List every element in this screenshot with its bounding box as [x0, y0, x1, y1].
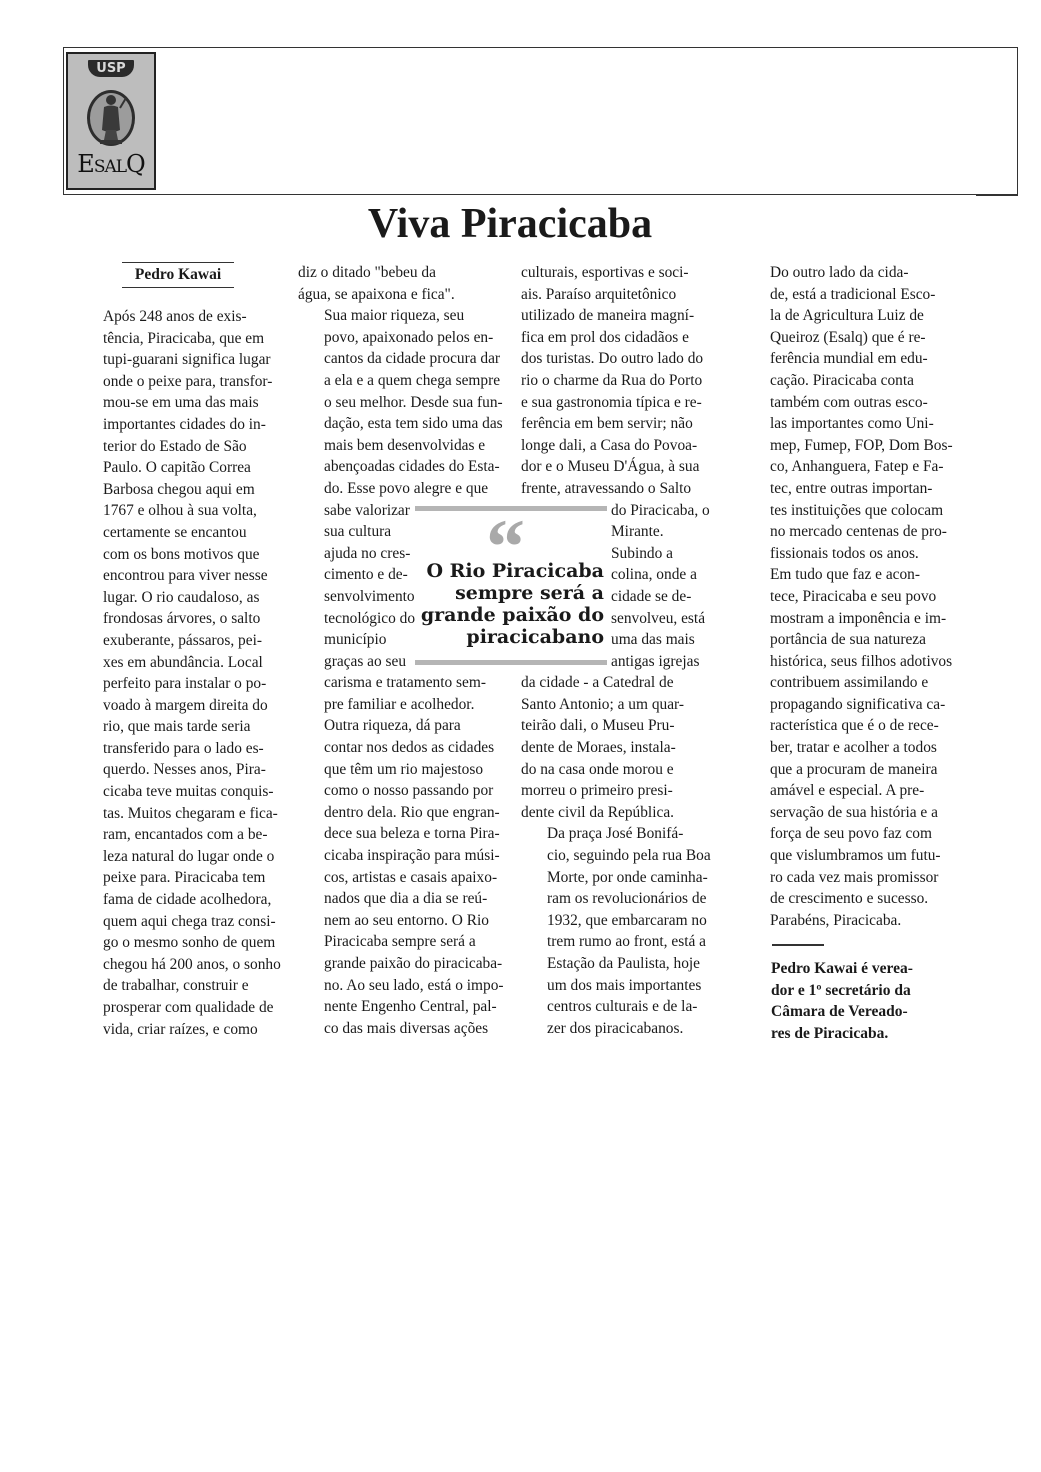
text-line: ram, encantados com a be-	[103, 826, 268, 844]
text-line: mep, Fumep, FOP, Dom Bos-	[770, 436, 953, 454]
text-line: mostram a imponência e im-	[770, 609, 947, 627]
text-line: de trabalhar, construir e	[103, 977, 249, 995]
text-line: ferência em bem servir; não	[521, 415, 693, 433]
text-line: contar nos dedos as cidades	[324, 739, 495, 757]
text-line: Subindo a	[611, 544, 673, 562]
text-line: zer dos piracicabanos.	[547, 1019, 684, 1037]
text-line: vida, criar raízes, e como	[103, 1020, 258, 1038]
text-line: nados que dia a dia se reú-	[324, 890, 488, 908]
text-line: encontrou para viver nesse	[103, 567, 268, 585]
text-line: teirão dali, o Museu Pru-	[521, 717, 675, 735]
text-line: onde o peixe para, transfor-	[103, 372, 273, 390]
paragraph-col3a	[521, 262, 724, 500]
text-line: Barbosa chegou aqui em	[103, 480, 255, 498]
text-line: dece sua beleza e torna Pira-	[324, 825, 500, 843]
text-line: exuberante, pássaros, pei-	[103, 631, 262, 649]
text-line: longe dali, a Casa do Povoa-	[521, 436, 698, 454]
text-line: 1767 e olhou à sua volta,	[103, 502, 257, 520]
text-line: colina, onde a	[611, 566, 697, 584]
text-line: Parabéns, Piracicaba.	[770, 911, 902, 929]
text-line: ferência mundial em edu-	[770, 350, 928, 368]
esalq-logo	[66, 52, 156, 190]
text-line: que vislumbramos um futu-	[770, 847, 941, 865]
text-line: quem aqui chega traz consi-	[103, 912, 276, 930]
text-line: do. Esse povo alegre e que	[324, 479, 489, 497]
esalq-logo-text: ESALQ	[77, 150, 145, 178]
text-line: cação. Piracicaba conta	[770, 371, 914, 389]
text-line: culturais, esportivas e soci-	[521, 264, 689, 281]
text-line: um dos mais importantes	[547, 976, 702, 994]
text-line: no mercado centenas de pro-	[770, 523, 947, 541]
text-line: transferido para o lado es-	[103, 739, 264, 757]
paragraph-col4b	[744, 564, 953, 931]
text-line: Sua maior riqueza, seu	[324, 307, 465, 325]
text-line: leza natural do lugar onde o	[103, 847, 275, 865]
column-2	[298, 262, 504, 1039]
pullquote: O Rio Piracicaba sempre será a grande paixão do piracicabano	[420, 560, 604, 648]
text-line: tas. Muitos chegaram e fica-	[103, 804, 278, 822]
text-line: fissionais todos os anos.	[770, 544, 919, 562]
text-line: tece, Piracicaba e seu povo	[770, 587, 937, 605]
text-line: Paulo. O capitão Correa	[103, 459, 251, 477]
text-line: dente civil da República.	[521, 803, 674, 821]
text-line: ber, tratar e acolher a todos	[770, 739, 937, 757]
text-line: Da praça José Bonifá-	[547, 825, 684, 843]
text-line: nente Engenho Central, pal-	[324, 998, 497, 1016]
article-title: Viva Piracicaba	[367, 201, 653, 247]
text-line: morreu o primeiro presi-	[521, 782, 673, 800]
text-line: prosperar com qualidade de	[103, 999, 274, 1016]
text-line: ais. Paraíso arquitetônico	[521, 285, 677, 303]
text-line: Outra riqueza, dá para	[324, 717, 461, 735]
text-line: la de Agricultura Luiz de	[770, 307, 924, 325]
text-line: terior do Estado de São	[103, 437, 247, 455]
text-line: Estação da Paulista, hoje	[547, 955, 701, 972]
text-line: cimento e de-	[324, 566, 408, 584]
paragraph-col1	[77, 306, 281, 1040]
text-line: frente, atravessando o Salto	[521, 479, 692, 497]
text-line: com os bons motivos que	[103, 545, 260, 563]
header-frame	[63, 47, 1018, 195]
text-line: abençoadas cidades do Esta-	[324, 458, 500, 476]
text-line: fama de cidade acolhedora,	[103, 891, 272, 909]
text-line: dação, esta tem sido uma das	[324, 415, 503, 433]
text-line: também com outras esco-	[770, 393, 928, 411]
text-line: diz o ditado "bebeu da	[298, 264, 436, 281]
text-line: como o nosso passando por	[324, 782, 494, 800]
author-bio: Pedro Kawai é verea- dor e 1º secretário da Câmara de Vereado- res de Piracicaba.	[771, 960, 913, 1042]
column-3	[521, 262, 724, 1039]
text-line: mais bem desenvolvidas e	[324, 436, 486, 454]
text-line: do na casa onde morou e	[521, 760, 674, 778]
text-line: Após 248 anos de exis-	[103, 308, 247, 325]
text-line: município	[324, 631, 387, 649]
text-line: voado à margem direita do	[103, 696, 268, 714]
text-line: povo, apaixonado pelos en-	[324, 328, 494, 346]
text-line: chegou há 200 anos, o sonho	[103, 955, 281, 973]
text-line: go o mesmo sonho de quem	[103, 934, 276, 952]
paragraph-col2c	[298, 715, 504, 1039]
text-line: propagando significativa ca-	[770, 695, 946, 713]
text-line: racterística que é o de rece-	[770, 717, 939, 735]
text-line: tupi-guarani significa lugar	[103, 351, 271, 369]
text-line: las importantes como Uni-	[770, 415, 934, 433]
text-line: e sua gastronomia típica e re-	[521, 393, 702, 411]
text-line: cicaba inspiração para músi-	[324, 847, 500, 865]
text-line: de, está a tradicional Esco-	[770, 285, 936, 303]
text-line: amável e especial. A pre-	[770, 782, 925, 800]
text-line: cantos da cidade procura dar	[324, 350, 501, 368]
text-line: nem ao seu entorno. O Rio	[324, 911, 489, 929]
column-1	[77, 306, 281, 1040]
pullquote-rule-bottom	[415, 660, 607, 665]
text-line: fica em prol dos cidadãos e	[521, 328, 689, 346]
text-line: rio, que mais tarde seria	[103, 718, 251, 736]
text-line: Mirante.	[611, 523, 664, 541]
text-line: no. Ao seu lado, está o impo-	[324, 976, 504, 994]
text-line: peixe para. Piracicaba tem	[103, 869, 266, 887]
text-line: senvolvimento	[324, 587, 415, 605]
text-line: graças ao seu	[324, 652, 407, 670]
statue-icon	[80, 80, 142, 150]
text-line: dente de Moraes, instala-	[521, 739, 676, 757]
text-line: cidade se de-	[611, 587, 692, 605]
text-line: tência, Piracicaba, que em	[103, 329, 265, 347]
text-line: cio, seguindo pela rua Boa	[547, 847, 711, 865]
text-line: cicaba teve muitas conquis-	[103, 783, 274, 801]
text-line: centros culturais e de la-	[547, 998, 698, 1016]
usp-logo-text: USP	[88, 60, 134, 77]
text-line: cos, artistas e casais apaixo-	[324, 868, 498, 886]
text-line: dor e o Museu D'Água, à sua	[521, 458, 700, 476]
text-line: querdo. Nesses anos, Pira-	[103, 761, 266, 779]
paragraph-col2a	[298, 262, 500, 305]
text-line: o seu melhor. Desde sua fun-	[324, 393, 503, 411]
text-line: servação de sua história e a	[770, 803, 938, 821]
paragraph-col3b	[611, 500, 724, 673]
text-line: co, Anhanguera, Fatep e Fa-	[770, 458, 944, 476]
text-line: Santo Antonio; a um quar-	[521, 695, 684, 713]
text-line: grande paixão do piracicaba-	[324, 955, 503, 972]
text-line: carisma e tratamento sem-	[324, 674, 486, 692]
text-line: ro cada vez mais promissor	[770, 868, 939, 886]
text-line: trem rumo ao front, está a	[547, 933, 706, 951]
text-line: dos turistas. Do outro lado do	[521, 350, 704, 368]
text-line: mou-se em uma das mais	[103, 394, 259, 412]
text-line: Do outro lado da cida-	[770, 264, 909, 281]
text-line: que têm um rio majestoso	[324, 760, 484, 778]
text-line: uma das mais	[611, 631, 695, 649]
text-line: força de seu povo faz com	[770, 825, 932, 843]
text-line: sua cultura	[324, 523, 392, 541]
text-line: Piracicaba sempre será a	[324, 933, 476, 951]
text-line: ram os revolucionários de	[547, 890, 707, 908]
text-line: antigas igrejas	[611, 652, 700, 670]
text-line: perfeito para instalar o po-	[103, 675, 267, 693]
text-line: do Piracicaba, o	[611, 501, 710, 519]
text-line: xes em abundância. Local	[103, 653, 263, 671]
column-4	[744, 262, 953, 931]
text-line: a ela e a quem chega sempre	[324, 371, 501, 389]
paragraph-col4a	[744, 262, 953, 564]
text-line: co das mais diversas ações	[324, 1019, 489, 1037]
text-line: frondosas árvores, o salto	[103, 610, 261, 628]
text-line: importantes cidades do in-	[103, 415, 266, 433]
text-line: Em tudo que faz e acon-	[770, 566, 920, 584]
text-line: que a procuram de maneira	[770, 760, 938, 778]
text-line: sabe valorizar	[324, 501, 410, 519]
text-line: água, se apaixona e fica".	[298, 285, 455, 303]
text-line: tec, entre outras importan-	[770, 479, 933, 497]
bio-rule	[772, 944, 824, 946]
author-byline: Pedro Kawai	[122, 262, 234, 288]
text-line: contribuem assimilando e	[770, 674, 929, 692]
header-rule	[976, 195, 1018, 196]
text-line: da cidade - a Catedral de	[521, 674, 674, 692]
text-line: tes instituições que colocam	[770, 501, 944, 519]
text-line: senvolveu, está	[611, 609, 706, 627]
text-line: utilizado de maneira magní-	[521, 307, 695, 325]
text-line: certamente se encantou	[103, 523, 247, 541]
text-line: Morte, por onde caminha-	[547, 868, 708, 886]
text-line: dentro dela. Rio que engran-	[324, 803, 500, 821]
text-line: portância de sua natureza	[770, 631, 926, 649]
text-line: lugar. O rio caudaloso, as	[103, 588, 260, 606]
text-line: pre familiar e acolhedor.	[324, 695, 475, 713]
text-line: de crescimento e sucesso.	[770, 890, 929, 908]
text-line: histórica, seus filhos adotivos	[770, 652, 953, 670]
text-line: Queiroz (Esalq) que é re-	[770, 328, 926, 346]
quote-mark-icon: “	[486, 503, 525, 590]
paragraph-col2b	[298, 305, 503, 715]
paragraph-col3c	[521, 672, 724, 823]
text-line: ajuda no cres-	[324, 544, 411, 562]
text-line: 1932, que embarcaram no	[547, 911, 707, 929]
text-line: tecnológico do	[324, 609, 416, 627]
paragraph-col3d	[521, 823, 724, 1039]
text-line: rio o charme da Rua do Porto	[521, 371, 703, 389]
